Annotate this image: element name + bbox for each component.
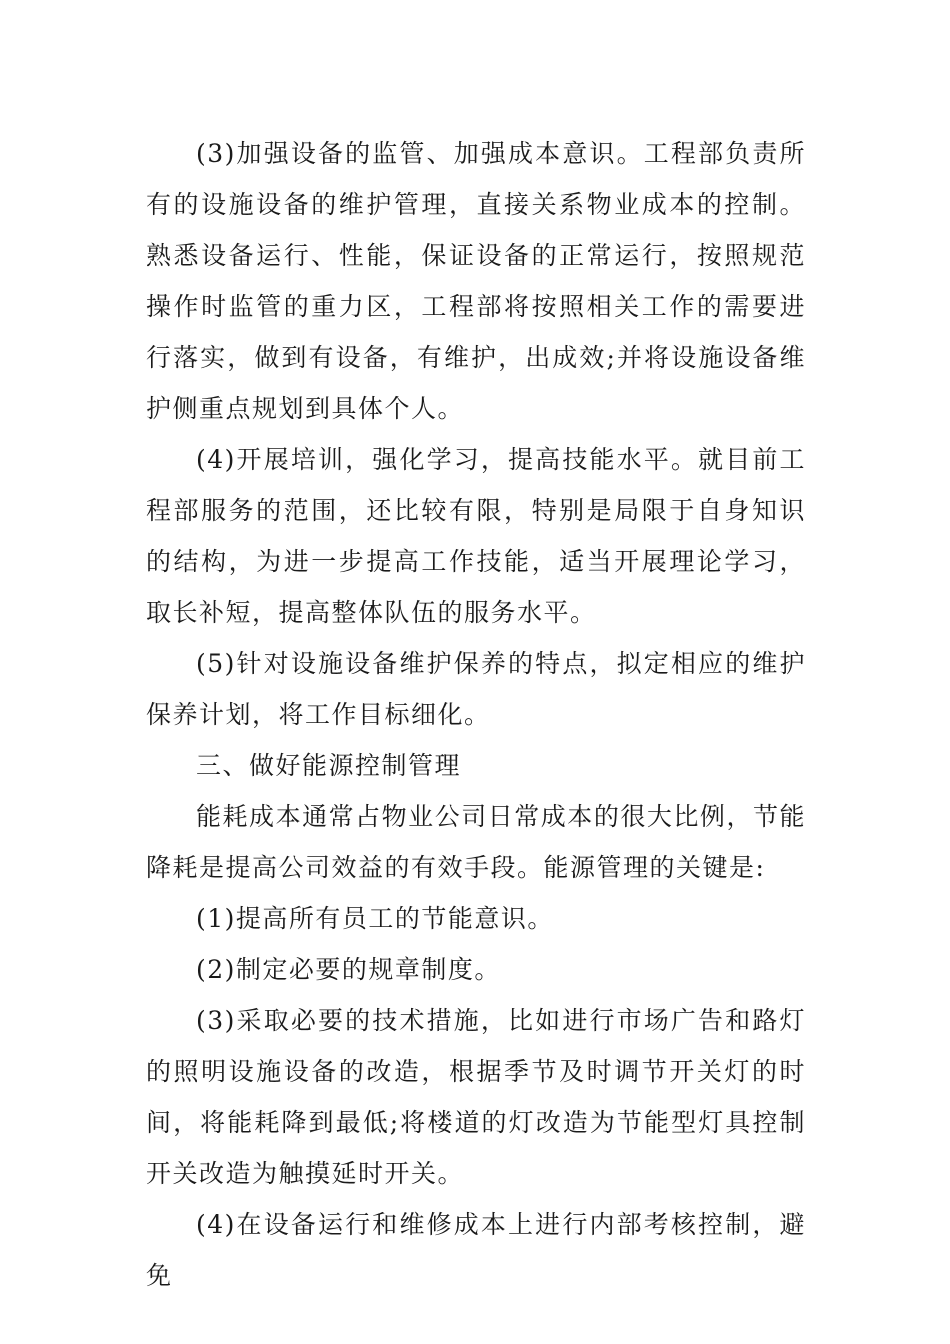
document-body <box>146 128 806 1301</box>
paragraph-energy-intro: 能耗成本通常占物业公司日常成本的很大比例，节能降耗是提高公司效益的有效手段。能源管理的关键是: <box>146 802 806 882</box>
section-heading-energy: 三、做好能源控制管理 <box>196 751 462 780</box>
list-item-internal-assessment: (4)在设备运行和维修成本上进行内部考核控制，避免 <box>146 1210 806 1290</box>
paragraph-maintenance-plan: (5)针对设施设备维护保养的特点，拟定相应的维护保养计划，将工作目标细化。 <box>146 649 806 729</box>
paragraph-training: (4)开展培训，强化学习，提高技能水平。就目前工程部服务的范围，还比较有限，特别是局限于自身知识的结构，为进一步提高工作技能，适当开展理论学习，取长补短，提高整体队伍的服务水平。 <box>146 445 806 627</box>
paragraph-equipment-supervision: (3)加强设备的监管、加强成本意识。工程部负责所有的设施设备的维护管理，直接关系物业成本的控制。熟悉设备运行、性能，保证设备的正常运行，按照规范操作时监管的重力区，工程部将按照相关工作的需要进行落实，做到有设备，有维护，出成效;并将设施设备维护侧重点规划到具体个人。 <box>146 139 806 423</box>
list-item-rules: (2)制定必要的规章制度。 <box>196 955 501 984</box>
list-item-awareness: (1)提高所有员工的节能意识。 <box>196 904 554 933</box>
list-item-technical-measures: (3)采取必要的技术措施，比如进行市场广告和路灯的照明设施设备的改造，根据季节及时调节开关灯的时间，将能耗降到最低;将楼道的灯改造为节能型灯具控制开关改造为触摸延时开关。 <box>146 1006 806 1188</box>
